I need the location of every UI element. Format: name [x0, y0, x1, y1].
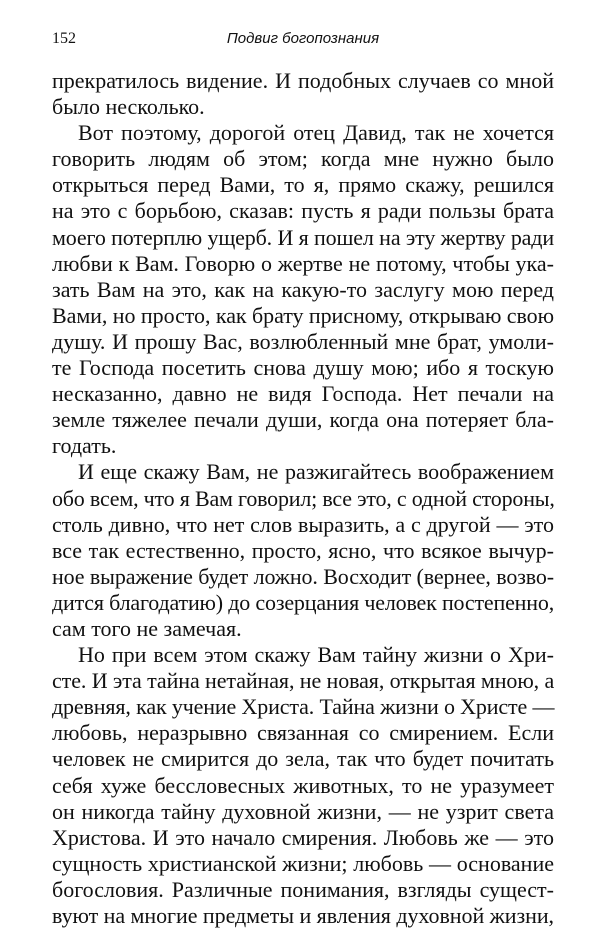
- running-title: Подвиг богопознания: [226, 30, 380, 47]
- text-line: обо всем, что я Вам говорил; все это, с одной стороны,: [52, 485, 555, 511]
- text-line: И еще скажу Вам, не разжигайтесь воображением: [78, 459, 554, 485]
- text-line: сте. И эта тайна нетайная, не новая, открытая мною, а: [52, 668, 555, 694]
- text-line: он никогда тайну духовной жизни, — не узрит света: [52, 798, 554, 824]
- text-line: столь дивно, что нет слов выразить, а с другой — это: [52, 511, 554, 537]
- page-header: [52, 30, 554, 52]
- text-line: себя хуже бессловесных животных, то не уразумеет: [52, 772, 554, 798]
- text-line: сущность христианской жизни; любовь — основание: [52, 850, 554, 876]
- text-line: дится благодатию) до созерцания человек постепенно,: [52, 589, 555, 615]
- text-line: говорить людям об этом; когда мне нужно было: [52, 146, 554, 172]
- paragraph: [52, 120, 554, 459]
- text-line: те Господа посетить снова душу мою; ибо я тоскую: [52, 355, 554, 381]
- text-line: ное выражение будет ложно. Восходит (вернее, возво-: [52, 563, 554, 589]
- text-line: земле тяжелее печали души, когда она потеряет бла-: [52, 407, 554, 433]
- text-line: несказанно, давно не видя Господа. Нет печали на: [52, 381, 554, 407]
- text-line: моего потерплю ущерб. И я пошел на эту жертву ради: [52, 224, 554, 250]
- page-body-text: [52, 68, 554, 929]
- paragraph: [52, 68, 554, 120]
- paragraph: [52, 642, 554, 929]
- text-line: богословия. Различные понимания, взгляды сущест-: [52, 876, 554, 902]
- text-line: Вот поэтому, дорогой отец Давид, так не хочется: [78, 120, 554, 146]
- text-line: было несколько.: [52, 94, 205, 120]
- text-line: любовь, неразрывно связанная со смирением. Если: [52, 720, 554, 746]
- text-line: открыться перед Вами, то я, прямо скажу, решился: [52, 172, 554, 198]
- text-line: все так естественно, просто, ясно, что всякое вычур-: [52, 537, 554, 563]
- text-line: душу. И прошу Вас, возлюбленный мне брат, умоли-: [52, 328, 554, 354]
- text-line: человек не смирится до зела, так что будет почитать: [52, 746, 554, 772]
- text-line: сам того не замечая.: [52, 615, 242, 641]
- text-line: вуют на многие предметы и явления духовной жизни,: [52, 903, 554, 928]
- text-line: зать Вам на это, как на какую-то заслугу мою перед: [52, 276, 554, 302]
- text-line: Вами, но просто, как брату присному, открываю свою: [52, 302, 554, 328]
- text-line: Но при всем этом скажу Вам тайну жизни о Хри-: [78, 642, 554, 668]
- text-line: любви к Вам. Говорю о жертве не потому, чтобы ука-: [52, 250, 554, 276]
- paragraph: [52, 459, 554, 642]
- page-number: 152: [52, 30, 76, 47]
- text-line: древняя, как учение Христа. Тайна жизни о Христе —: [52, 694, 555, 720]
- text-line: на это с борьбою, сказав: пусть я ради пользы брата: [52, 198, 554, 224]
- text-line: прекратилось видение. И подобных случаев со мной: [52, 68, 554, 93]
- text-line: годать.: [52, 433, 117, 459]
- text-line: Христова. И это начало смирения. Любовь же — это: [52, 824, 554, 850]
